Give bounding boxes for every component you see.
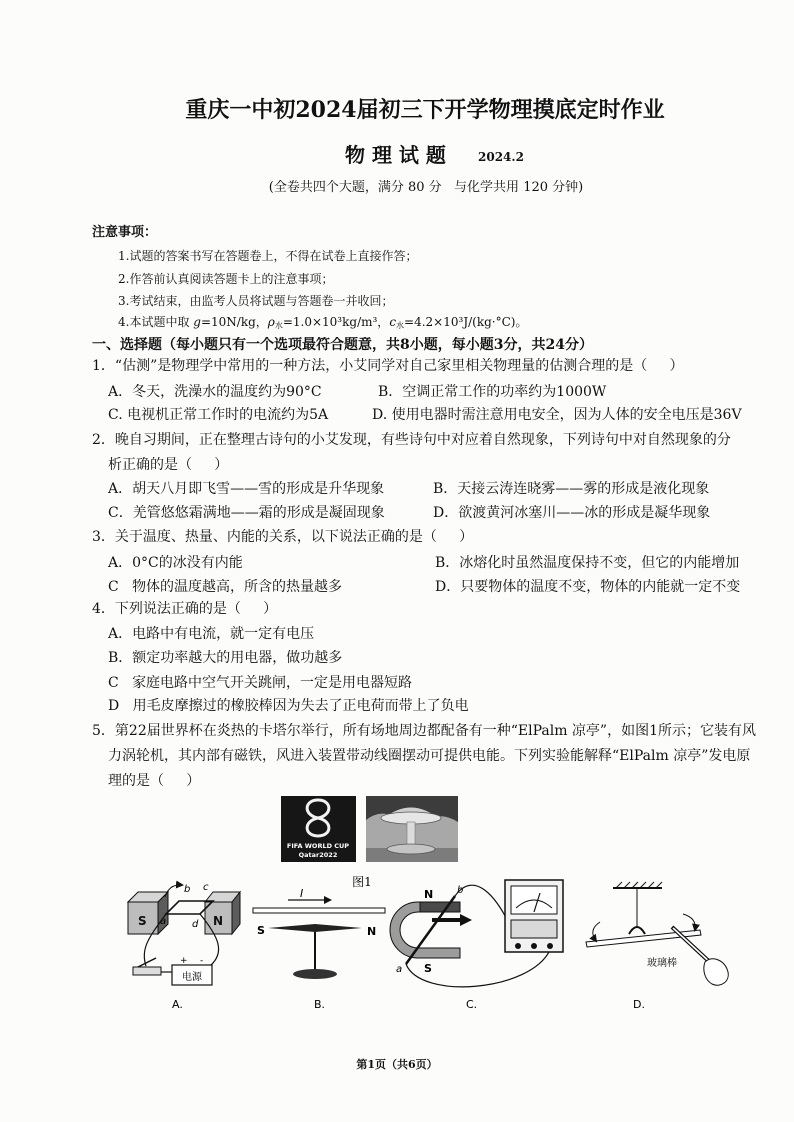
density-subscript: 水 <box>274 321 283 330</box>
world-cup-logo <box>281 796 356 862</box>
note-item: 1.试题的答案书写在答题卷上，不得在试卷上直接作答； <box>118 249 418 263</box>
density-value: =1.0×10³kg/m³， <box>282 315 390 329</box>
page-footer: 第1页（共6页） <box>356 1058 438 1071</box>
switch-base <box>133 967 161 975</box>
rotation-arrow-right-icon <box>683 914 695 930</box>
question-5-figures <box>0 785 794 1015</box>
elpalm-photo <box>366 796 458 862</box>
switch-lever <box>138 958 156 967</box>
question-4-option-d: D 用毛皮摩擦过的橡胶棒因为失去了正电荷而带上了负电 <box>108 698 469 714</box>
diagram-c-induction <box>390 880 563 987</box>
diagram-d-label: D. <box>633 998 645 1011</box>
coil-label-a: a <box>160 916 167 927</box>
question-4-option-a: A．电路中有电流，就一定有电压 <box>108 626 315 642</box>
question-5-stem: 5．第22届世界杯在炎热的卡塔尔举行，所有场地周边都配备有一种“ElPalm 凉亭”，如图1所示；它装有风 <box>92 723 756 739</box>
coil-label-d: d <box>192 919 199 930</box>
exam-title: 重庆一中初2024届初三下开学物理摸底定时作业 <box>185 97 665 123</box>
magnet-n-label: N <box>424 888 434 901</box>
diagram-a-motor <box>128 882 240 985</box>
magnet-s-label: S <box>424 962 432 975</box>
logo-text-line1: FIFA WORLD CUP <box>286 842 350 850</box>
question-2-option-d: D．欲渡黄河冰塞川——冰的形成是凝华现象 <box>433 505 711 521</box>
question-4-option-b: B．额定功率越大的用电器，做功越多 <box>108 650 343 666</box>
hand-icon <box>704 959 728 985</box>
straight-wire <box>253 908 385 913</box>
question-1-option-a: A．冬天，洗澡水的温度约为90°C <box>108 384 322 400</box>
heat-capacity-subscript: 水 <box>396 321 405 330</box>
stand-base <box>293 969 337 979</box>
pavilion-stem <box>407 822 415 847</box>
diagram-b-oersted <box>253 887 385 979</box>
terminal <box>515 943 521 949</box>
rotation-arrow-left-icon <box>593 922 600 941</box>
rod-label-b: b <box>457 885 464 896</box>
needle-s-label: S <box>257 924 265 937</box>
coil-label-b: b <box>184 884 191 895</box>
heat-capacity-symbol: c <box>389 315 397 329</box>
glass-rod-label: 玻璃棒 <box>647 958 677 969</box>
question-4-stem: 4．下列说法正确的是（ ） <box>92 601 278 617</box>
power-minus-label: - <box>200 956 204 966</box>
power-plus-label: + <box>180 956 188 966</box>
note-item: 3.考试结束，由监考人员将试题与答题卷一并收回； <box>118 294 394 308</box>
rod-label-a: a <box>396 964 403 975</box>
question-3-option-c: C 物体的温度越高，所含的热量越多 <box>108 579 343 595</box>
question-1-stem: 1．“估测”是物理学中常用的一种方法，小艾同学对自己家里相关物理量的估测合理的是（ ） <box>92 358 684 374</box>
question-2-stem: 2．晚自习期间，正在整理古诗句的小艾发现，有些诗句中对应着自然现象，下列诗句中对自然现象的分 <box>92 432 731 448</box>
question-3-option-a: A．0°C的冰没有内能 <box>108 555 243 571</box>
gravity-value: =10N/kg， <box>200 315 268 329</box>
density-symbol: ρ <box>267 315 275 329</box>
current-label: I <box>300 887 304 900</box>
note-item: 2.作答前认真阅读答题卡上的注意事项； <box>118 272 334 286</box>
magnet-s-label: S <box>138 914 147 928</box>
pavilion-base <box>387 844 435 854</box>
heat-capacity-value: =4.2×10³J/(kg·°C)。 <box>404 315 528 329</box>
figure-1-caption: 图1 <box>352 875 372 889</box>
needle-n-label: N <box>367 925 377 938</box>
magnet-n-label: N <box>213 914 224 928</box>
terminal <box>547 943 553 949</box>
diagram-a-label: A. <box>172 998 183 1011</box>
magnetic-needle <box>268 924 362 932</box>
question-5-stem-cont: 力涡轮机，其内部有磁铁，风进入装置带动线圈摆动可提供电能。下列实验能解释“ElPalm 凉亭”发电原 <box>108 748 751 764</box>
question-4-option-c: C 家庭电路中空气开关跳闸，一定是用电器短路 <box>108 675 413 691</box>
magnet-north-leg <box>420 902 460 912</box>
power-source-label: 电源 <box>182 972 202 983</box>
diagram-b-label: B. <box>314 998 326 1011</box>
question-1-option-b: B．空调正常工作的功率约为1000W <box>378 384 607 400</box>
gravity-symbol: g <box>193 315 201 329</box>
question-1-option-d: D. 使用电器时需注意用电安全，因为人体的安全电压是36V <box>372 407 742 423</box>
note4-prefix: 4.本试题中取 <box>118 315 194 329</box>
question-3-option-d: D．只要物体的温度不变，物体的内能就一定不变 <box>435 579 741 595</box>
diagram-c-label: C. <box>466 998 478 1011</box>
question-3-option-b: B．冰熔化时虽然温度保持不变，但它的内能增加 <box>435 555 740 571</box>
question-2-option-a: A．胡天八月即飞雪——雪的形成是升华现象 <box>108 481 385 497</box>
section-heading: 一、选择题（每小题只有一个选项最符合题意，共8小题，每小题3分，共24分） <box>92 337 593 353</box>
question-2-option-c: C．羌管悠悠霜满地——霜的形成是凝固现象 <box>108 505 385 521</box>
rod-holder <box>629 927 645 934</box>
coil-label-c: c <box>203 882 209 893</box>
galvanometer-panel <box>511 920 557 938</box>
logo-text-line2: Qatar2022 <box>298 851 338 859</box>
diagram-d-electrostatics <box>586 882 728 985</box>
question-5-stem-end: 理的是（ ） <box>108 773 201 789</box>
question-2-option-b: B．天接云涛连晓雾——雾的形成是液化现象 <box>433 481 710 497</box>
question-2-stem-cont: 析正确的是（ ） <box>108 457 229 473</box>
question-1-option-c: C. 电视机正常工作时的电流约为5A <box>108 407 329 423</box>
notes-heading: 注意事项： <box>92 225 158 240</box>
exam-info: (全卷共四个大题，满分 80 分 与化学共用 120 分钟) <box>268 180 584 195</box>
subject-title: 物 理 试 题 <box>345 143 446 167</box>
note-item-constants <box>118 315 678 333</box>
terminal <box>531 943 537 949</box>
exam-date: 2024.2 <box>478 150 524 164</box>
question-3-stem: 3．关于温度、热量、内能的关系，以下说法正确的是（ ） <box>92 529 474 545</box>
